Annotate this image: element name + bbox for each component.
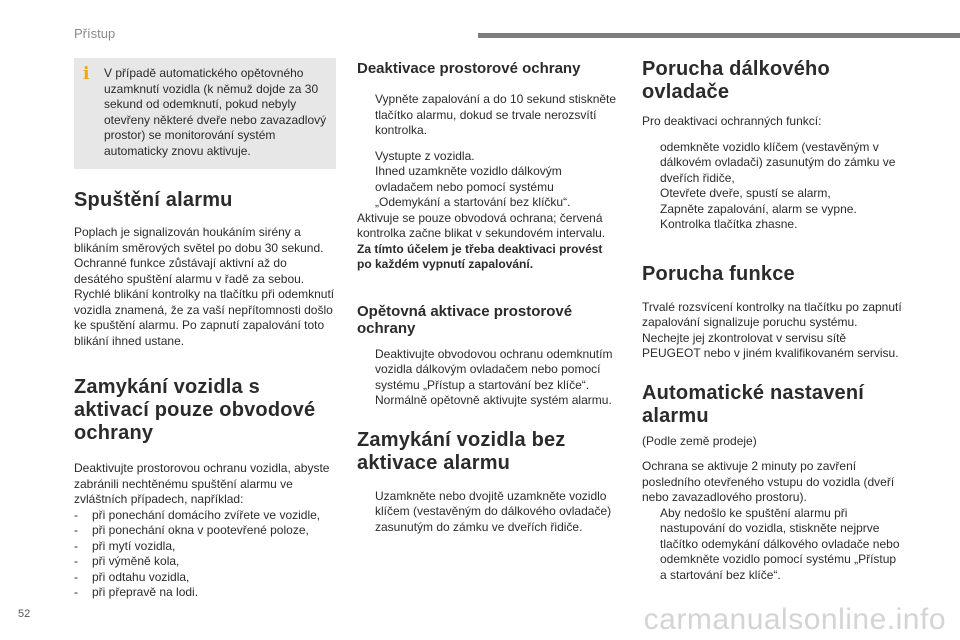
list-item-text: Deaktivujte obvodovou ochranu odemknutím vozidla dálkovým ovladačem nebo pomocí systému „Přístup a startování bez klíče“. — [375, 346, 613, 392]
dash-marker: - — [74, 554, 78, 568]
list-item — [74, 508, 336, 524]
perimeter-lock-intro: Deaktivujte prostorovou ochranu vozidla, abyste zabránili nechtěnému spuštění alarmu ve zvláštních případech, například: — [74, 461, 330, 506]
list-item — [357, 347, 619, 394]
heading-auto-alarm: Automatické nastavení alarmu — [642, 381, 865, 427]
heading-disable-volumetric: Deaktivace prostorové ochrany — [357, 60, 581, 77]
list-item — [642, 506, 904, 584]
header-bar — [478, 33, 960, 38]
list-item-text: při ponechání okna v pootevřené poloze, — [92, 523, 309, 537]
dash-marker: - — [74, 538, 78, 553]
list-item — [357, 149, 619, 165]
malfunction-text-2: Nechejte jej zkontrolovat v servisu sítě PEUGEOT nebo v jiném kvalifikovaném servisu. — [642, 330, 899, 360]
list-item — [357, 92, 619, 139]
list-item-text: při výměně kola, — [92, 554, 180, 568]
list-item-text: Otevřete dveře, spustí se alarm, — [660, 186, 831, 200]
list-item — [357, 393, 619, 409]
list-item-text: Zapněte zapalování, alarm se vypne. Kontrolka tlačítka zhasne. — [660, 201, 857, 231]
section-title: Přístup — [74, 26, 116, 41]
perimeter-lock-list — [74, 508, 336, 601]
heading-perimeter-lock: Zamykání vozidla s aktivací pouze obvodové ochrany — [74, 376, 316, 444]
list-item-text: Normálně opětovně aktivujte systém alarmu. — [375, 393, 612, 407]
heading-lock-without-alarm: Zamykání vozidla bez aktivace alarmu — [357, 428, 566, 474]
list-item-text: Uzamkněte nebo dvojitě uzamkněte vozidlo klíčem (vestavěným do dálkového ovladače) zasunutým do zámku ve dveřích řidiče. — [375, 488, 612, 534]
list-item-text: odemkněte vozidlo klíčem (vestavěným v dálkovém ovladači) zasunutým do zámku ve dveřích řidiče, — [660, 139, 896, 185]
dash-marker: - — [74, 507, 78, 522]
dash-marker: - — [74, 585, 78, 599]
auto-alarm-note: (Podle země prodeje) — [642, 433, 757, 448]
alarm-trigger-text: Poplach je signalizován houkáním sirény a blikáním směrových světel po dobu 30 sekund. Ochranné funkce zůstávají aktivní až do desátého spuštění alarmu v řadě za sebou. Rychlé blikání kontrolky na tlačítku při odemknutí vozidla znamená, že za vaší nepřítomnosti došlo ke spuštění alarmu. Po zapnutí zapalování toto blikání ihned ustane. — [74, 225, 335, 348]
list-item — [74, 570, 336, 586]
list-item-text: při přepravě na lodi. — [92, 585, 199, 599]
info-note-text: V případě automatického opětovného uzamknutí vozidla (k němuž dojde za 30 sekund od odemknutí, pokud nebyly otevřeny některé dveře nebo zavazadlový prostor) se monitorování systém automaticky znovu aktivuje. — [104, 66, 327, 158]
info-note — [74, 58, 336, 169]
heading-remote-failure: Porucha dálkového ovladače — [642, 58, 830, 103]
list-item-text: Aby nedošlo ke spuštění alarmu při nastupování do vozidla, stiskněte nejprve tlačítko odemykání dálkového ovladače nebo odemkněte vozidlo pomocí systému „Přístup a startování bez klíče“. — [660, 505, 900, 582]
disable-volumetric-list-b — [357, 149, 619, 211]
heading-reactivate-volumetric: Opětovná aktivace prostorové ochrany — [357, 302, 573, 337]
dash-marker: - — [74, 569, 78, 584]
list-item — [74, 585, 336, 601]
list-item — [357, 164, 619, 211]
list-item — [74, 539, 336, 555]
dash-marker: - — [74, 523, 78, 537]
watermark: carmanualsonline.info — [643, 603, 946, 636]
remote-failure-intro: Pro deaktivaci ochranných funkcí: — [642, 114, 822, 128]
disable-volumetric-bold: Za tímto účelem je třeba deaktivaci provést po každém vypnutí zapalování. — [357, 241, 603, 271]
list-item-text: při odtahu vozidla, — [92, 569, 190, 584]
disable-volumetric-text: Aktivuje se pouze obvodová ochrana; červená kontrolka začne blikat v sekundovém intervalu. — [357, 210, 606, 240]
malfunction-text: Trvalé rozsvícení kontrolky na tlačítku po zapnutí zapalování signalizuje poruchu systému. — [642, 299, 902, 329]
list-item-text: při ponechání domácího zvířete ve vozidle, — [92, 507, 321, 522]
auto-alarm-text: Ochrana se aktivuje 2 minuty po zavření posledního otevřeného vstupu do vozidla (dveří nebo zavazadlového prostoru). — [642, 459, 895, 504]
disable-volumetric-list-a — [357, 92, 619, 139]
list-item-text: při mytí vozidla, — [92, 538, 176, 553]
column-2 — [357, 58, 619, 535]
list-item — [74, 554, 336, 570]
list-item-text: Vypněte zapalování a do 10 sekund stiskněte tlačítko alarmu, dokud se trvale nerozsvítí kontrolka. — [375, 92, 617, 137]
list-item — [357, 489, 619, 536]
lock-without-alarm-list — [357, 489, 619, 536]
list-item — [642, 186, 904, 202]
remote-failure-list — [642, 140, 904, 233]
list-item-text: Ihned uzamkněte vozidlo dálkovým ovladačem nebo pomocí systému „Odemykání a startování bez klíčku“. — [375, 164, 571, 209]
column-3 — [642, 58, 904, 583]
heading-alarm-trigger: Spuštění alarmu — [74, 189, 233, 211]
column-1 — [74, 58, 336, 601]
list-item-text: Vystupte z vozidla. — [375, 148, 475, 163]
list-item — [74, 523, 336, 539]
heading-malfunction: Porucha funkce — [642, 262, 795, 285]
reactivate-volumetric-list — [357, 347, 619, 409]
auto-alarm-list — [642, 506, 904, 584]
page-number: 52 — [18, 608, 31, 620]
info-icon: i — [83, 64, 90, 84]
list-item — [642, 140, 904, 187]
list-item — [642, 202, 904, 233]
